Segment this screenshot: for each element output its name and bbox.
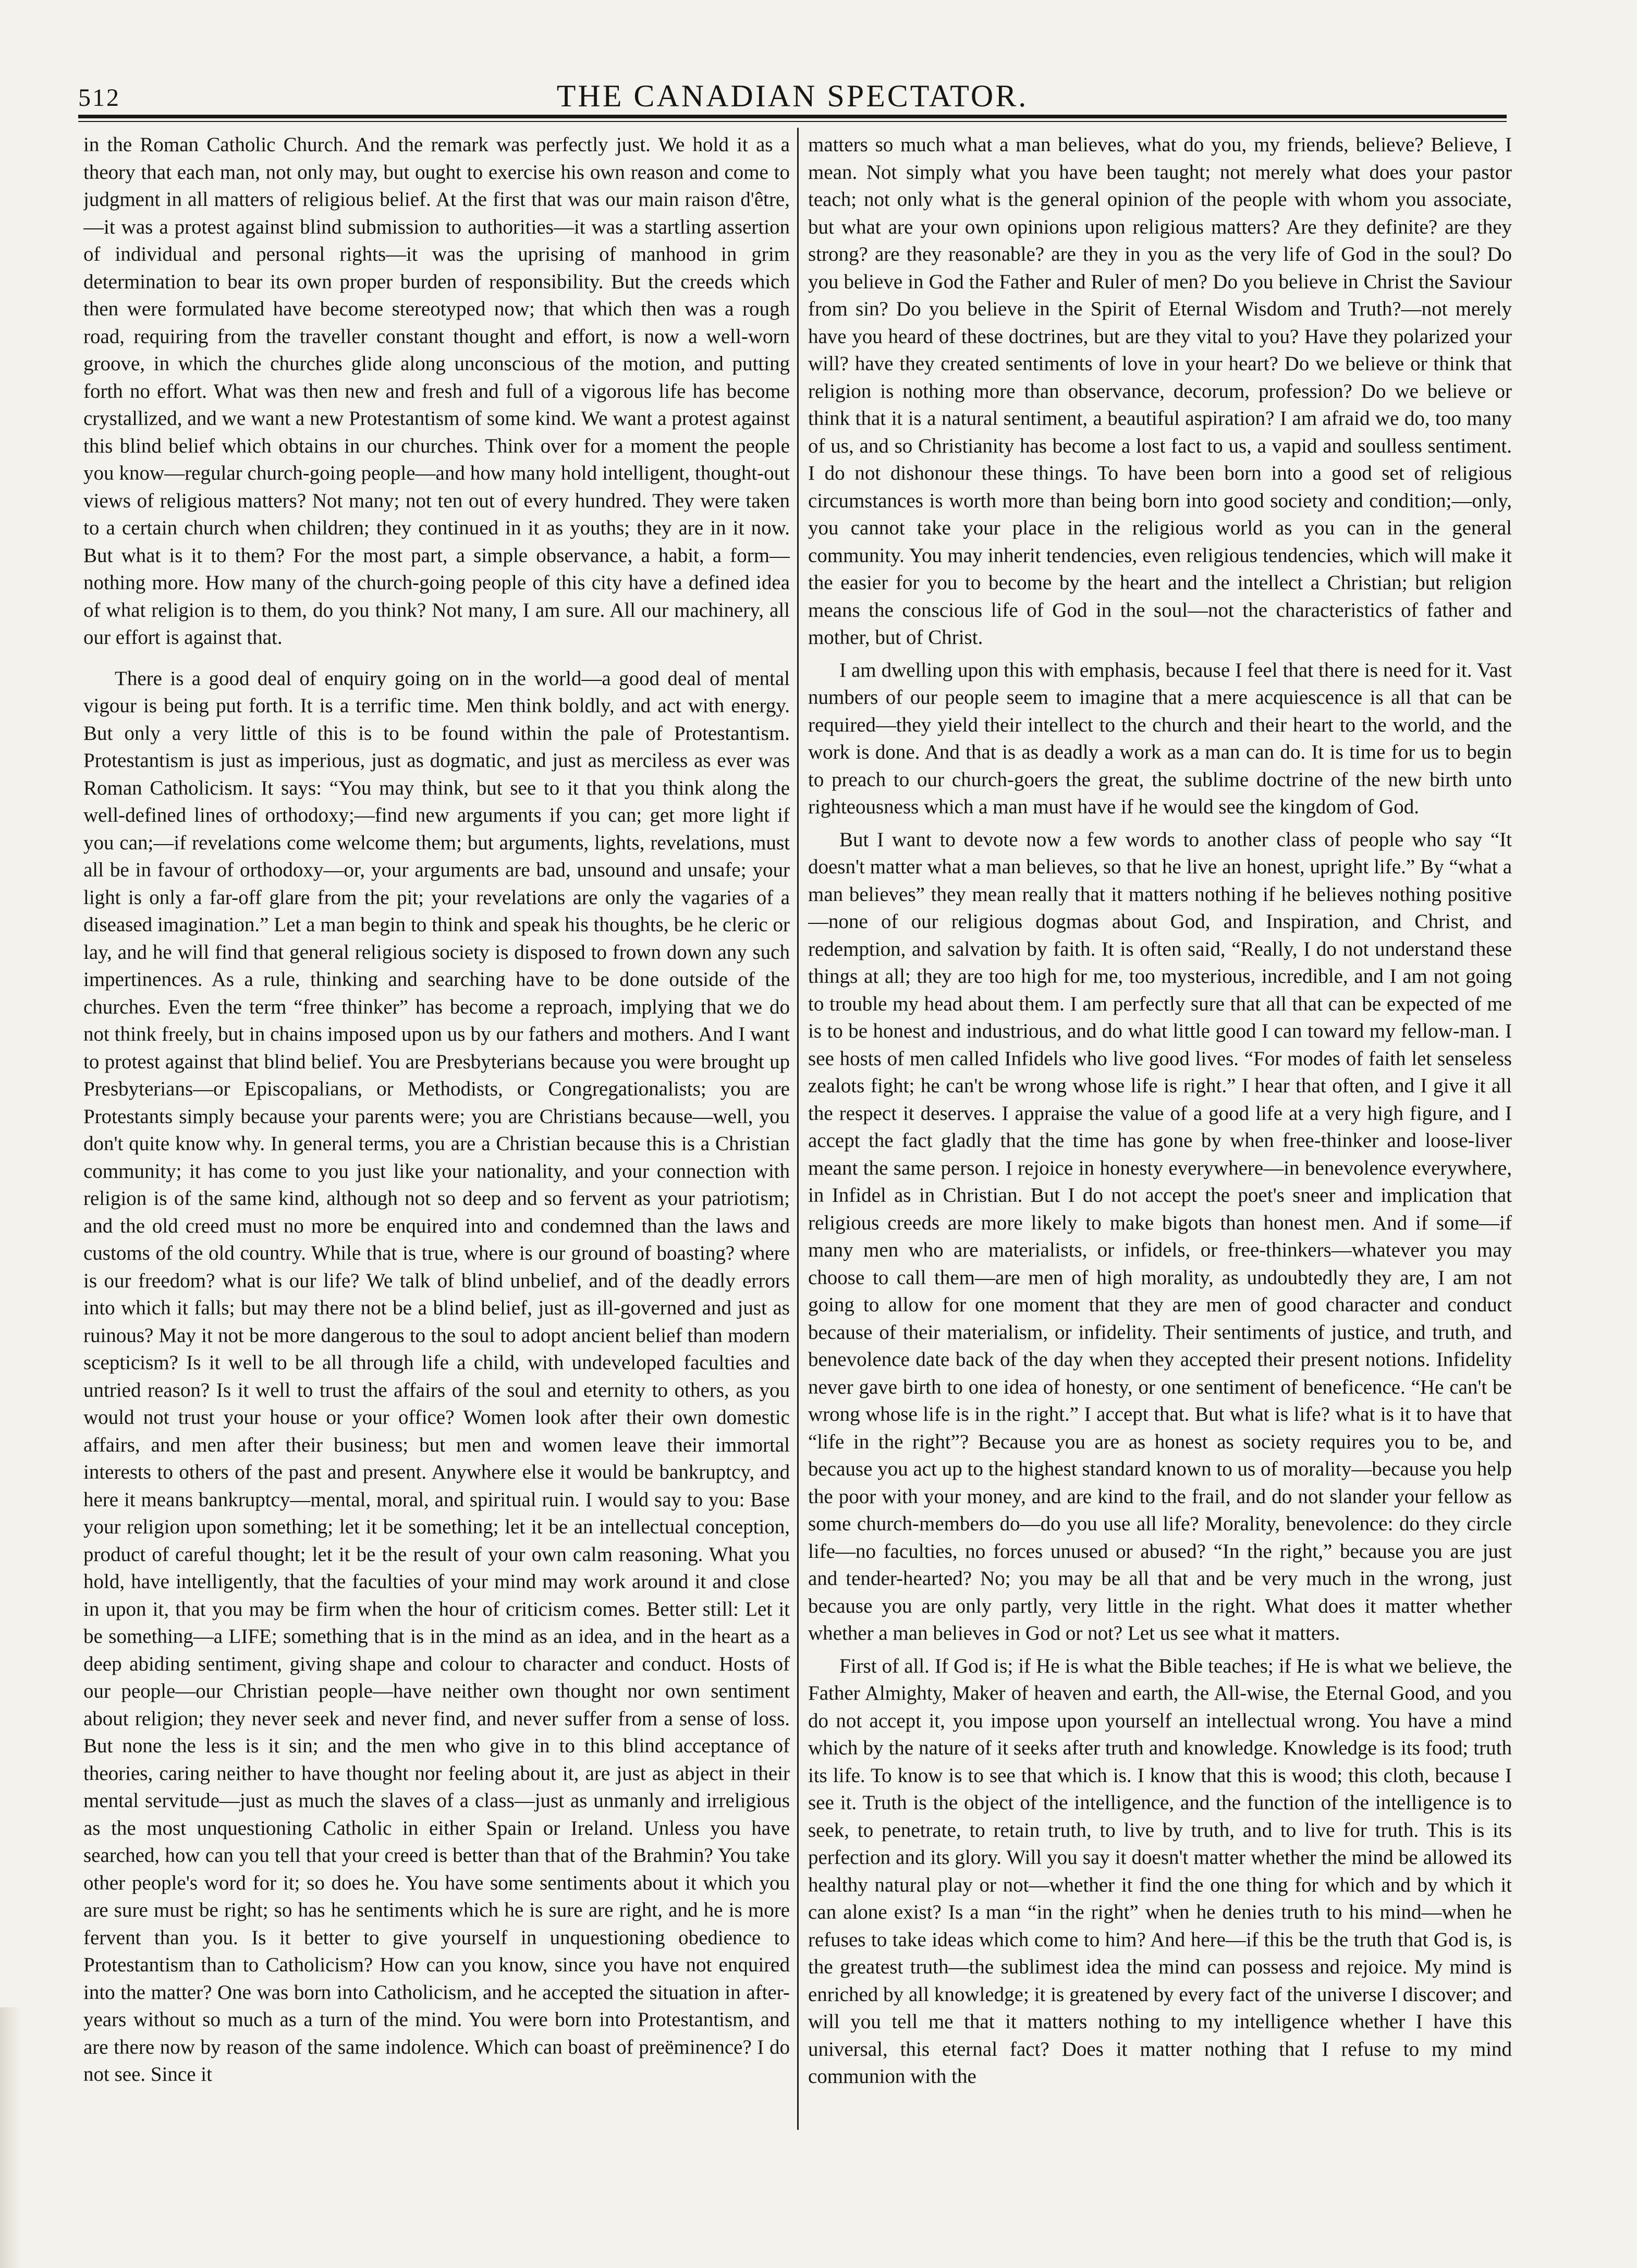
left-column <box>83 131 790 2129</box>
right-paragraph-4: First of all. If God is; if He is what the Bible teaches; if He is what we believe, the Father Almighty, Maker of heaven and earth, the All-wise, the Eternal Good, and you do not accept it, you impose upon yourself an intellectual wrong. You have a mind which by the nature of it seeks after truth and knowledge. Knowledge is its food; truth its life. To know is to see that which is. I know that this is wood; this cloth, because I see it. Truth is the object of the intelligence, and the function of the intelligence is to seek, to penetrate, to retain truth, to live by truth, and to live for truth. This is its perfection and its glory. Will you say it doesn't matter whether the mind be allowed its healthy natural play or not—whether it find the one thing for which and by which it can alone exist? Is a man “in the right” when he denies truth to his mind—when he refuses to take ideas which come to him? And here—if this be the truth that God is, is the greatest truth—the sublimest idea the mind can possess and rejoice. My mind is enriched by all knowledge; it is greatened by every fact of the universe I discover; and will you tell me that it matters nothing to my intelligence whether I have this universal, this eternal fact? Does it matter nothing that I refuse to my mind communion with the <box>808 1654 1512 2088</box>
right-paragraph-3: But I want to devote now a few words to another class of people who say “It doesn't matter what a man believes, so that he live an honest, upright life.” By “what a man believes” they mean really that it matters nothing if he believes nothing positive—none of our religious dogmas about God, and Inspiration, and Christ, and redemption, and salvation by faith. It is often said, “Really, I do not understand these things at all; they are too high for me, too mysterious, incredible, and I am not going to trouble my head about them. I am perfectly sure that all that can be expected of me is to be honest and industrious, and do what little good I can toward my fellow-man. I see hosts of men called Infidels who live good lives. “For modes of faith let senseless zealots fight; he can't be wrong whose life is right.” I hear that often, and I give it all the respect it deserves. I appraise the value of a good life at a very high figure, and I accept the fact gladly that the time has gone by when free-thinker and loose-liver meant the same person. I rejoice in honesty everywhere—in benevolence everywhere, in Infidel as in Christian. But I do not accept the poet's sneer and implication that religious creeds are more likely to make bigots than honest men. And if some—if many men who are materialists, or infidels, or free-thinkers—whatever you may choose to call them—are men of high morality, as undoubtedly they are, I am not going to allow for one moment that they are men of good character and conduct because of their materialism, or infidelity. Their sentiments of justice, and truth, and benevolence date back of the day when they accepted their present notions. Infidelity never gave birth to one idea of honesty, or one sentiment of beneficence. “He can't be wrong whose life is in the right.” I accept that. But what is life? what is it to have that “life in the right”? Because you are as honest as society requires you to be, and because you act up to the highest standard known to us of morality—because you help the poor with your money, and are kind to the frail, and do not slander your fellow as some church-members do—do you use all life? Morality, benevolence: do they circle life—no faculties, no forces unused or abused? “In the right,” because you are just and tender-hearted? No; you may be all that and be very much in the wrong, just because you are only partly, very little in the right. What does it matter whether whether a man believes in God or not? Let us see what it matters. <box>808 828 1512 1644</box>
page-number: 512 <box>78 84 120 112</box>
column-divider <box>797 128 799 2130</box>
header-rule-thick <box>78 115 1507 118</box>
right-paragraph-2: I am dwelling upon this with emphasis, because I feel that there is need for it. Vast numbers of our people seem to imagine that a mere acquiescence is all that can be required—they yield their intellect to the church and their heart to the world, and the work is done. And that is as deadly a work as a man can do. It is time for us to begin to preach to our church-goers the great, the sublime doctrine of the new birth unto righteousness which a man must have if he would see the kingdom of God. <box>808 659 1512 818</box>
page-edge-stain <box>0 2007 21 2268</box>
right-paragraph-1: matters so much what a man believes, what do you, my friends, believe? Believe, I mean. Not simply what you have been taught; not merely what does your pastor teach; not only what is the general opinion of the people with whom you associate, but what are your own opinions upon religious matters? Are they definite? are they strong? are they reasonable? are they in you as the very life of God in the soul? Do you believe in God the Father and Ruler of men? Do you believe in Christ the Saviour from sin? Do you believe in the Spirit of Eternal Wisdom and Truth?—not merely have you heard of these doctrines, but are they vital to you? Have they polarized your will? have they created sentiments of love in your heart? Do we believe or think that religion is nothing more than observance, decorum, profession? Do we believe or think that it is a natural sentiment, a beautiful aspiration? I am afraid we do, too many of us, and so Christianity has become a lost fact to us, a vapid and soulless sentiment. I do not dishonour these things. To have been born into a good set of religious circumstances is worth more than being born into good society and condition;—only, you cannot take your place in the religious world as you can in the general community. You may inherit tendencies, even religious tendencies, which will make it the easier for you to become by the heart and the intellect a Christian; but religion means the conscious life of God in the soul—not the characteristics of father and mother, but of Christ. <box>808 133 1512 649</box>
right-column <box>808 131 1512 2129</box>
left-paragraph-2: There is a good deal of enquiry going on in the world—a good deal of mental vigour is being put forth. It is a terrific time. Men think boldly, and act with energy. But only a very little of this is to be found within the pale of Protestantism. Protestantism is just as imperious, just as dogmatic, and just as merciless as ever was Roman Catholicism. It says: “You may think, but see to it that you think along the well-defined lines of orthodoxy;—find new arguments if you can; get more light if you can;—if revelations come welcome them; but arguments, lights, revelations, must all be in favour of orthodoxy—or, your arguments are bad, unsound and unsafe; your light is only a far-off glare from the pit; your revelations are only the vagaries of a diseased imagination.” Let a man begin to think and speak his thoughts, be he cleric or lay, and he will find that general religious society is disposed to frown down any such impertinences. As a rule, thinking and searching have to be done outside of the churches. Even the term “free thinker” has become a reproach, implying that we do not think freely, but in chains imposed upon us by our fathers and mothers. And I want to protest against that blind belief. You are Presbyterians because you were brought up Presbyterians—or Episcopalians, or Methodists, or Congregationalists; you are Protestants simply because your parents were; you are Christians because—well, you don't quite know why. In general terms, you are a Christian because this is a Christian community; it has come to you just like your nationality, and your connection with religion is of the same kind, although not so deep and so fervent as your patriotism; and the old creed must no more be enquired into and condemned than the laws and customs of the old country. While that is true, where is our ground of boasting? where is our freedom? what is our life? We talk of blind unbelief, and of the deadly errors into which it falls; but may there not be a blind belief, just as ill-governed and just as ruinous? May it not be more dangerous to the soul to adopt ancient belief than modern scepticism? Is it well to be all through life a child, with undeveloped faculties and untried reason? Is it well to trust the affairs of the soul and eternity to others, as you would not trust your house or your office? Women look after their own domestic affairs, and men after their business; but men and women leave their immortal interests to others of the past and present. Anywhere else it would be bankruptcy, and here it means bankruptcy—mental, moral, and spiritual ruin. I would say to you: Base your religion upon something; let it be something; let it be an intellectual conception, product of careful thought; let it be the result of your own calm reasoning. What you hold, have intelligently, that the faculties of your mind may work around it and close in upon it, that you may be firm when the hour of criticism comes. Better still: Let it be something—a LIFE; something that is in the mind as an idea, and in the heart as a deep abiding sentiment, giving shape and colour to character and conduct. Hosts of our people—our Christian people—have neither own thought nor own sentiment about religion; they never seek and never find, and never suffer from a sense of loss. But none the less is it sin; and the men who give in to this blind acceptance of theories, caring neither to have thought nor feeling about it, are just as abject in their mental servitude—just as much the slaves of a class—just as unmanly and irreligious as the most unquestioning Catholic in either Spain or Ireland. Unless you have searched, how can you tell that your creed is better than that of the Brahmin? You take other people's word for it; so does he. You have some sentiments about it which you are sure must be right; so has he sentiments which he is sure are right, and he is more fervent than you. Is it better to give yourself in unquestioning obedience to Protestantism than to Catholicism? How can you know, since you have not enquired into the matter? One was born into Catholicism, and he accepted the situation in after-years without so much as a turn of the mind. You were born into Protestantism, and are there now by reason of the same indolence. Which can boast of preëminence? I do not see. Since it <box>83 667 790 2086</box>
header-rule-thin <box>78 121 1507 122</box>
left-paragraph-1: in the Roman Catholic Church. And the remark was perfectly just. We hold it as a theory that each man, not only may, but ought to exercise his own reason and come to judgment in all matters of religious belief. At the first that was our main raison d'être,—it was a protest against blind submission to authorities—it was a startling assertion of individual and personal rights—it was the uprising of manhood in grim determination to bear its own proper burden of responsibility. But the creeds which then were formulated have become stereotyped now; that which then was a rough road, requiring from the traveller constant thought and effort, is now a well-worn groove, in which the churches glide along unconscious of the motion, and putting forth no effort. What was then new and fresh and full of a vigorous life has become crystallized, and we want a new Protestantism of some kind. We want a protest against this blind belief which obtains in our churches. Think over for a moment the people you know—regular church-going people—and how many hold intelligent, thought-out views of religious matters? Not many; not ten out of every hundred. They were taken to a certain church when children; they continued in it as youths; they are in it now. But what is it to them? For the most part, a simple observance, a habit, a form—nothing more. How many of the church-going people of this city have a defined idea of what religion is to them, do you think? Not many, I am sure. All our machinery, all our effort is against that. <box>83 133 790 649</box>
page-header <box>78 78 1507 115</box>
publication-title: THE CANADIAN SPECTATOR. <box>556 79 1029 113</box>
